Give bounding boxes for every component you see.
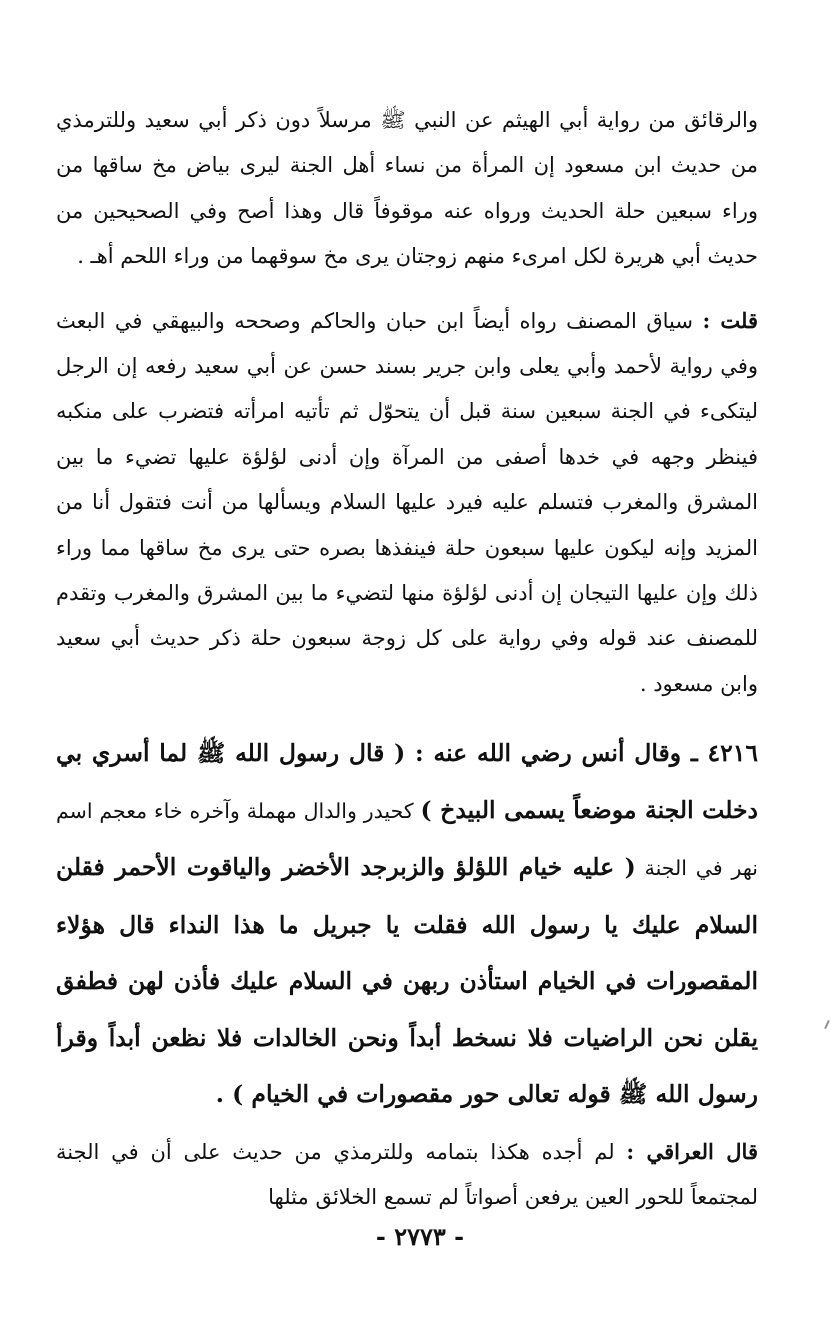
iraqi-label: قال العراقي : (626, 1138, 758, 1164)
commentary-paragraph-2 (56, 298, 758, 708)
page-number: - ٢٧٧٣ - (375, 1222, 465, 1251)
qultu-label: قلت : (702, 307, 758, 333)
book-page (56, 98, 758, 1278)
commentary-paragraph-1 (56, 98, 758, 280)
hadith-text-part-2: ( عليه خيام اللؤلؤ والزبرجد الأخضر والياقوت الأحمر فقلن السلام عليك يا رسول الله فقلت يا جبريل ما هذا النداء قال هؤلاء المقصورات في الخيام استأذن ربهن في السلام عليك فأذن لهن فطفق يقلن نحن الراضيات فلا نسخط أبداً ونحن الخالدات فلا نظعن أبداً وقرأ رسول الله ﷺ قوله تعالى حور مقصورات في الخيام ) . (56, 853, 758, 1109)
scan-edge-mark (824, 1020, 830, 1029)
commentary-text-2: سياق المصنف رواه أيضاً ابن حبان والحاكم وصححه والبيهقي في البعث وفي رواية لأحمد وأبي يعلى وابن جرير بسند حسن عن أبي سعيد رفعه إن الرجل ليتكىء في الجنة سبعين سنة قبل أن يتحوّل ثم تأتيه امرأته فتضرب على منكبه فينظر وجهه في خدها أصفى من المرآة وإن أدنى لؤلؤة عليها تضيء ما بين المشرق والمغرب فتسلم عليه فيرد عليها السلام ويسألها من أنت فتقول أنا من المزيد وإنه ليكون عليها سبعون حلة فينفذها بصره حتى يرى مخ ساقها مما وراء ذلك وإن عليها التيجان إن أدنى لؤلؤة منها لتضيء ما بين المشرق والمغرب وتقدم للمصنف عند قوله وفي رواية على كل زوجة سبعون حلة ذكر حديث أبي سعيد وابن مسعود . (56, 308, 758, 696)
commentary-text-1: والرقائق من رواية أبي الهيثم عن النبي ﷺ مرسلاً دون ذكر أبي سعيد وللترمذي من حديث ابن مسعود إن المرأة من نساء أهل الجنة ليرى بياض مخ ساقها من وراء سبعين حلة الحديث ورواه عنه موقوفاً قال وهذا أصح وفي الصحيحين من حديث أبي هريرة لكل امرىء منهم زوجتان يرى مخ سوقهما من وراء اللحم أهـ . (56, 108, 758, 269)
hadith-gloss: كحيدر والدال مهملة وآخره خاء معجم اسم نهر في الجنة (56, 798, 758, 881)
iraqi-text: لم أجده هكذا بتمامه وللترمذي من حديث على أن في الجنة لمجتمعاً للحور العين يرفعن أصواتاً لم تسمع الخلائق مثلها (56, 1139, 758, 1210)
hadith-paragraph (56, 725, 758, 1123)
hadith-text-part-1: ٤٢١٦ ـ وقال أنس رضي الله عنه : ( قال رسول الله ﷺ لما أسري بي دخلت الجنة موضعاً يسمى البيدخ ) (56, 739, 758, 824)
iraqi-paragraph (56, 1129, 758, 1221)
